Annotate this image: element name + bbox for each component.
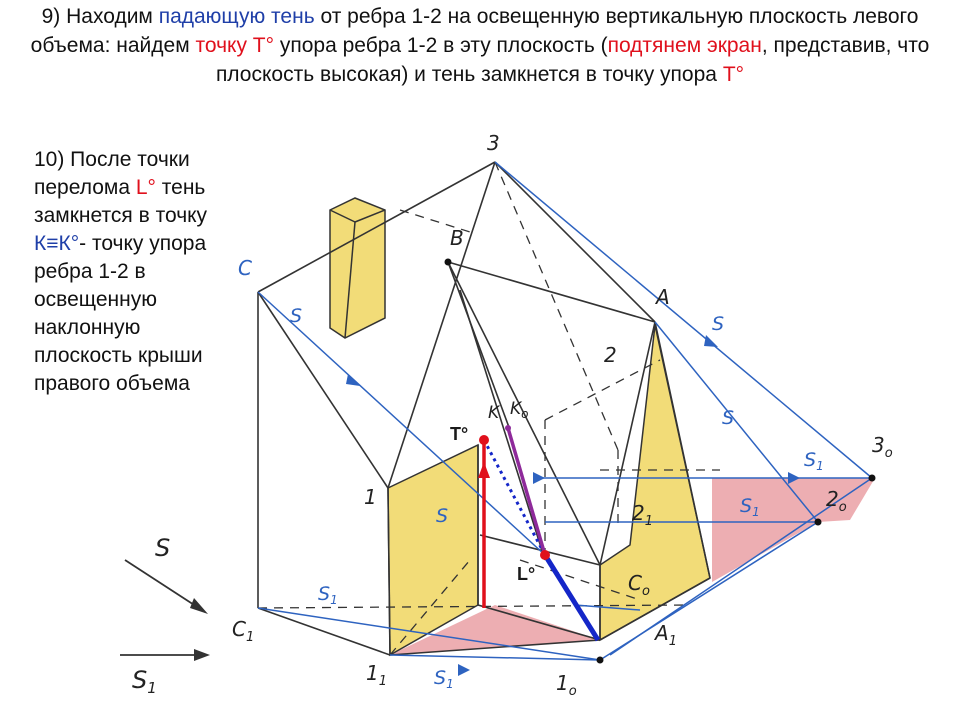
label-K: K (488, 403, 500, 423)
point-Lo (540, 550, 550, 560)
label-S1-right: $S_1$ (804, 449, 824, 473)
label-To: Т° (450, 424, 469, 444)
label-A: A (656, 285, 670, 309)
label-C: C (238, 256, 252, 280)
point-To (479, 435, 489, 445)
label-C1: $C_1$ (232, 617, 255, 645)
label-2-1: $2_1$ (632, 501, 654, 529)
chimney (330, 198, 385, 338)
heading-text: 9) Находим падающую тень от ребра 1-2 на освещенную вертикальную плоскость левого объема: найдем точку Т° упора ребра 1-2 в эту плоскость (подтянем экран, представив, что плоскость высокая) и тень замкнется в точку упора Т° (30, 5, 930, 86)
label-Ko: $K_o$ (510, 399, 529, 421)
pink-shadow-right (712, 478, 875, 582)
label-3o: $3_o$ (872, 433, 893, 461)
label-2o: $2_o$ (826, 487, 847, 515)
point-K (505, 425, 511, 431)
label-S-roof: S (290, 305, 303, 327)
label-S-arrow: S (155, 534, 171, 562)
label-S-wall: S (436, 505, 449, 527)
label-1: 1 (364, 485, 377, 509)
label-A1: $A_1$ (655, 621, 677, 649)
label-Lo: L° (517, 564, 536, 584)
label-1-1: $1_1$ (366, 661, 388, 689)
label-S1-right2: $S_1$ (740, 495, 760, 519)
label-S1-ground: $S_1$ (318, 583, 338, 607)
label-B: B (450, 226, 464, 250)
side-note-text: 10) После точки перелома L° тень замкнется в точку К≡К°- точку упора ребра 1-2 в освещенную наклонную плоскость крыши правого объема (34, 148, 208, 395)
red-arrowhead (478, 462, 490, 478)
label-S-mid: S (722, 407, 735, 429)
label-3: 3 (487, 131, 500, 155)
label-1o: $1_o$ (556, 671, 577, 699)
label-2: 2 (604, 343, 617, 367)
purple-shadow-line (508, 428, 545, 555)
label-Co: $C_o$ (628, 571, 650, 599)
label-S-right: S (712, 313, 725, 335)
label-S1-bottom: $S_1$ (434, 667, 454, 691)
label-S1-arrow: $S_1$ (132, 666, 157, 697)
arrow-S1-head (194, 649, 210, 661)
arrow-S-head (190, 598, 208, 614)
